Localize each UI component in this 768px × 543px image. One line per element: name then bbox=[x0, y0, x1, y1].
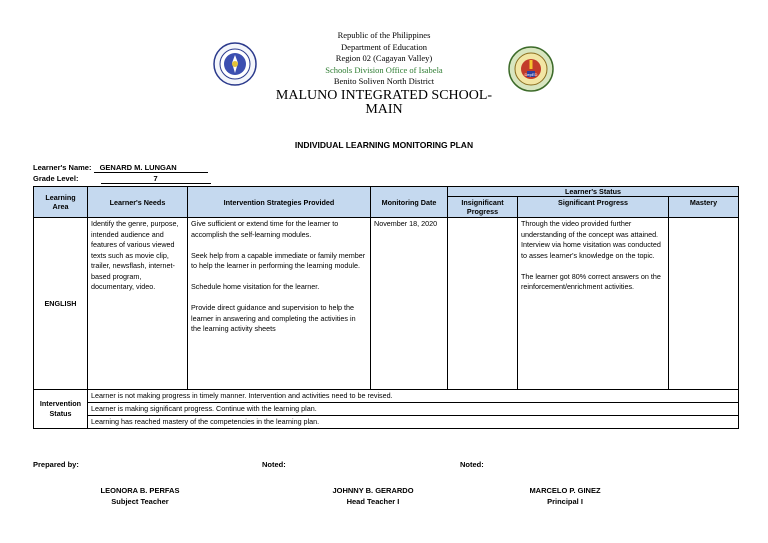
header-line-department: Department of Education bbox=[341, 42, 427, 52]
header-significant-progress: Significant Progress bbox=[518, 197, 669, 218]
signatory-name-principal: MARCELO P. GINEZ bbox=[529, 486, 601, 495]
header-insignificant-progress: Insignificant Progress bbox=[448, 197, 518, 218]
table-row bbox=[34, 218, 739, 390]
learning-area-cell: ENGLISH bbox=[34, 218, 88, 390]
header-line-republic: Republic of the Philippines bbox=[337, 30, 431, 40]
school-name-continued: MAIN bbox=[365, 104, 403, 113]
learners-needs-cell: Identify the genre, purpose, intended audience and features of various viewed texts such as movie clip, trailer, newsflash, internet-based program, documentary, video. bbox=[88, 218, 188, 390]
mastery-cell bbox=[669, 218, 739, 390]
intervention-status-row bbox=[34, 416, 739, 429]
signatory-name-head-teacher: JOHNNY B. GERARDO bbox=[332, 486, 414, 495]
header-learners-status: Learner's Status bbox=[448, 187, 739, 197]
strategy-item: Provide direct guidance and supervision to help the learner in answering and completing the activities in the learning activity sheets bbox=[191, 303, 356, 333]
learner-name-value: GENARD M. LUNGAN bbox=[94, 163, 208, 173]
school-name: MALUNO INTEGRATED SCHOOL- bbox=[275, 88, 493, 103]
header-learning-area: Learning Area bbox=[34, 187, 88, 218]
learner-name-label: Learner's Name: bbox=[33, 163, 92, 172]
strategy-item: Schedule home visitation for the learner. bbox=[191, 282, 320, 291]
signatory-role-principal: Principal I bbox=[547, 497, 583, 506]
signatory-role-head-teacher: Head Teacher I bbox=[346, 497, 400, 506]
significant-progress-cell bbox=[518, 218, 669, 390]
header-monitoring-date: Monitoring Date bbox=[371, 187, 448, 218]
learner-name-field bbox=[33, 163, 208, 173]
header-line-region: Region 02 (Cagayan Valley) bbox=[335, 53, 433, 63]
insignificant-progress-cell bbox=[448, 218, 518, 390]
svg-text:DepED: DepED bbox=[524, 72, 538, 77]
monitoring-date-cell: November 18, 2020 bbox=[371, 218, 448, 390]
intervention-status-not-progressing: Learner is not making progress in timely manner. Intervention and activities need to be revised. bbox=[88, 390, 739, 403]
grade-level-field bbox=[33, 174, 211, 184]
intervention-status-mastery: Learning has reached mastery of the competencies in the learning plan. bbox=[88, 416, 739, 429]
monitoring-plan-table bbox=[33, 186, 739, 429]
intervention-status-row bbox=[34, 390, 739, 403]
strategy-item: Give sufficient or extend time for the learner to accomplish the self-learning modules. bbox=[191, 219, 339, 239]
grade-level-label: Grade Level: bbox=[33, 174, 79, 183]
grade-level-value: 7 bbox=[101, 174, 211, 184]
noted-label-1: Noted: bbox=[262, 460, 286, 469]
noted-label-2: Noted: bbox=[460, 460, 484, 469]
signatory-role-teacher: Subject Teacher bbox=[111, 497, 169, 506]
signatory-name-teacher: LEONORA B. PERFAS bbox=[100, 486, 180, 495]
prepared-by-label: Prepared by: bbox=[33, 460, 79, 469]
intervention-status-row bbox=[34, 403, 739, 416]
header-line-division: Schools Division Office of Isabela bbox=[325, 65, 443, 75]
header-intervention-strategies: Intervention Strategies Provided bbox=[188, 187, 371, 218]
header-line-district: Benito Soliven North District bbox=[333, 76, 435, 86]
header-mastery: Mastery bbox=[669, 197, 739, 218]
header-learners-needs: Learner's Needs bbox=[88, 187, 188, 218]
intervention-status-label: Intervention Status bbox=[34, 390, 88, 429]
intervention-status-significant: Learner is making significant progress. Continue with the learning plan. bbox=[88, 403, 739, 416]
significant-progress-note: The learner got 80% correct answers on the reinforcement/enrichment activities. bbox=[521, 271, 661, 291]
significant-progress-note: Through the video provided further understanding of the concept was attained. Interview via home visitation was conducted to asses learner's knowledge on the topic. bbox=[521, 219, 661, 260]
strategies-cell bbox=[188, 218, 371, 390]
document-title: INDIVIDUAL LEARNING MONITORING PLAN bbox=[294, 140, 474, 150]
strategy-item: Seek help from a capable immediate or family member to help the learner in performing the learning module. bbox=[191, 250, 366, 270]
